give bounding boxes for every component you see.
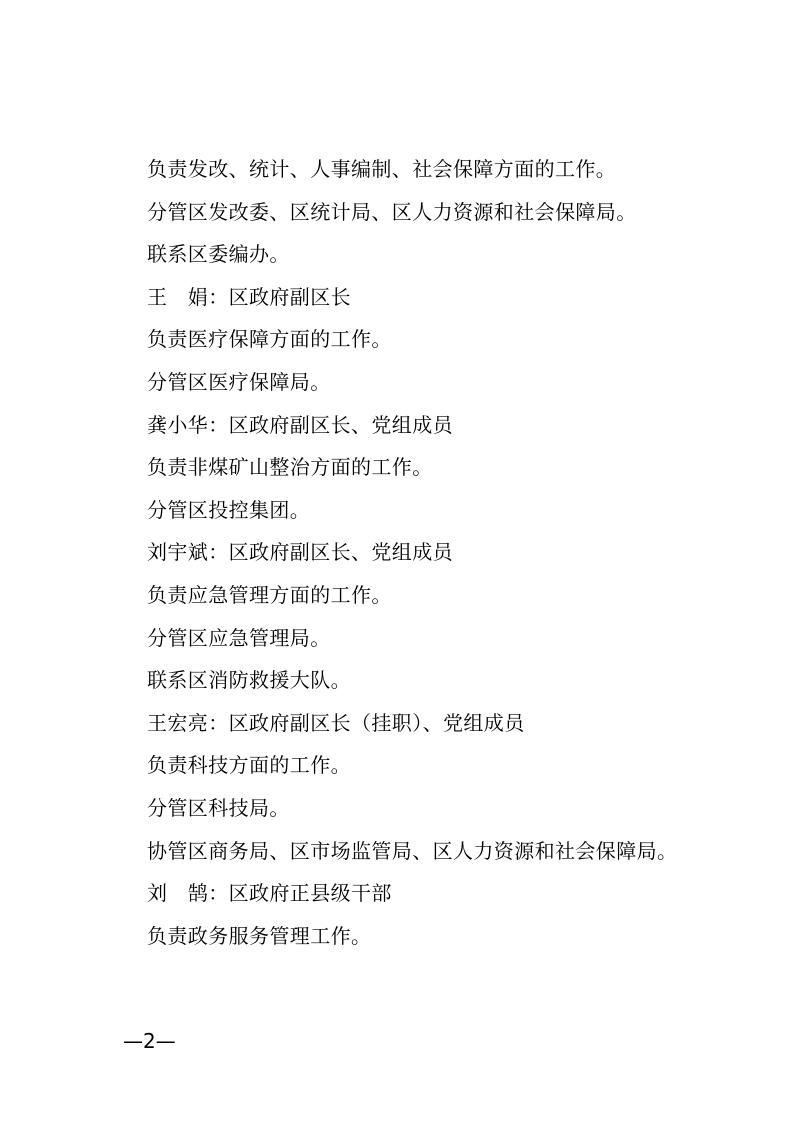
text-line: 王宏亮：区政府副区长（挂职）、党组成员	[147, 710, 525, 735]
text-line: 刘 鹄：区政府正县级干部	[147, 881, 392, 906]
text-line: 负责政务服务管理工作。	[147, 923, 372, 948]
text-line: 联系区消防救援大队。	[147, 668, 351, 693]
text-line: 刘宇斌：区政府副区长、党组成员	[147, 540, 453, 565]
text-line: 负责科技方面的工作。	[147, 753, 351, 778]
text-line: 分管区医疗保障局。	[147, 369, 331, 394]
text-line: 负责非煤矿山整治方面的工作。	[147, 455, 433, 480]
text-line: 负责发改、统计、人事编制、社会保障方面的工作。	[147, 157, 617, 181]
text-line: 王 娟：区政府副区长	[147, 284, 351, 309]
text-line: 分管区投控集团。	[147, 497, 311, 522]
text-line: 协管区商务局、区市场监管局、区人力资源和社会保障局。	[147, 838, 678, 863]
page-number: —2—	[123, 1029, 176, 1053]
text-line: 负责应急管理方面的工作。	[147, 582, 392, 607]
text-line: 龚小华：区政府副区长、党组成员	[147, 412, 453, 437]
text-line: 分管区应急管理局。	[147, 625, 331, 650]
text-line: 联系区委编办。	[147, 242, 290, 267]
text-line: 负责医疗保障方面的工作。	[147, 327, 392, 352]
text-line: 分管区发改委、区统计局、区人力资源和社会保障局。	[147, 199, 637, 224]
text-line: 分管区科技局。	[147, 795, 290, 820]
document-body	[147, 148, 767, 957]
